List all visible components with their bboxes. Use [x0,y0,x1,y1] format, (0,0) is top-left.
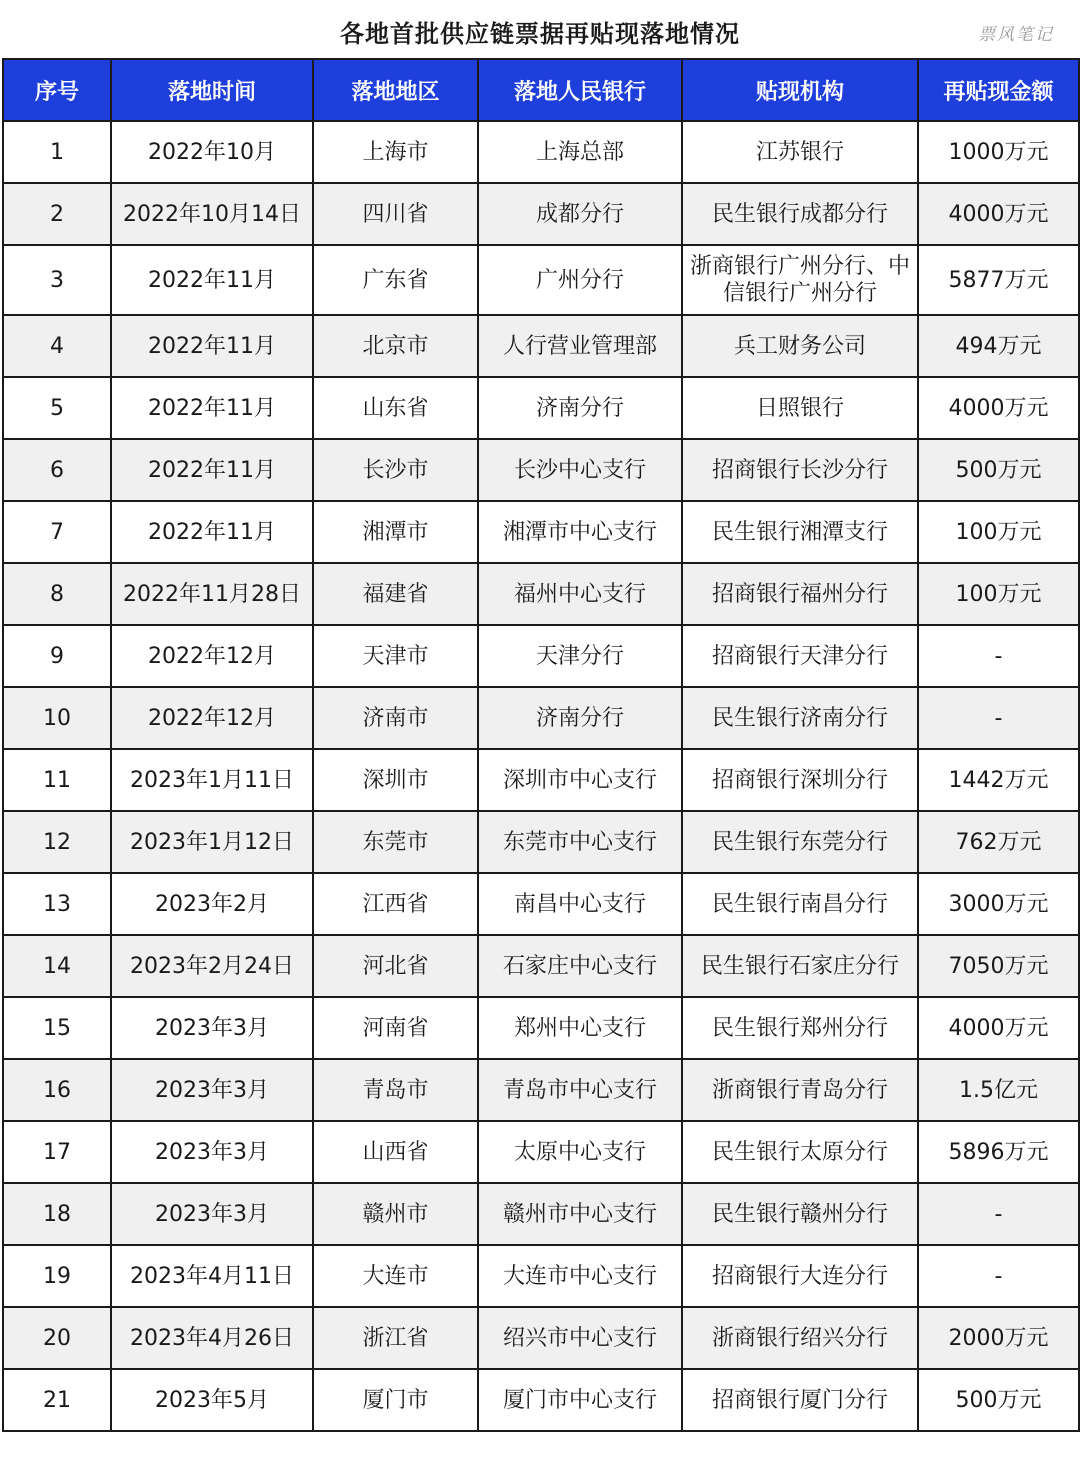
cell-institution: 民生银行济南分行 [682,687,918,749]
cell-amount: - [918,1183,1079,1245]
cell-amount: - [918,625,1079,687]
cell-institution: 浙商银行青岛分行 [682,1059,918,1121]
cell-institution: 招商银行大连分行 [682,1245,918,1307]
cell-no: 15 [3,997,111,1059]
cell-time: 2023年2月 [111,873,313,935]
header-no: 序号 [3,59,111,121]
cell-pboc: 赣州市中心支行 [478,1183,682,1245]
cell-time: 2022年10月14日 [111,183,313,245]
table-row [3,183,1079,245]
cell-no: 20 [3,1307,111,1369]
cell-amount: 500万元 [918,439,1079,501]
cell-pboc: 成都分行 [478,183,682,245]
cell-no: 11 [3,749,111,811]
cell-no: 4 [3,315,111,377]
cell-institution: 招商银行深圳分行 [682,749,918,811]
cell-amount: 5877万元 [918,245,1079,315]
cell-region: 东莞市 [313,811,478,873]
table-row [3,873,1079,935]
cell-region: 青岛市 [313,1059,478,1121]
cell-region: 山西省 [313,1121,478,1183]
cell-time: 2023年3月 [111,1183,313,1245]
cell-region: 北京市 [313,315,478,377]
cell-pboc: 厦门市中心支行 [478,1369,682,1431]
cell-institution: 民生银行赣州分行 [682,1183,918,1245]
cell-institution: 民生银行太原分行 [682,1121,918,1183]
cell-region: 山东省 [313,377,478,439]
cell-institution: 民生银行石家庄分行 [682,935,918,997]
header-institution: 贴现机构 [682,59,918,121]
table-row [3,997,1079,1059]
cell-no: 13 [3,873,111,935]
cell-pboc: 济南分行 [478,377,682,439]
cell-no: 1 [3,121,111,183]
cell-pboc: 南昌中心支行 [478,873,682,935]
cell-region: 湘潭市 [313,501,478,563]
cell-institution: 日照银行 [682,377,918,439]
cell-pboc: 青岛市中心支行 [478,1059,682,1121]
cell-no: 8 [3,563,111,625]
cell-amount: 2000万元 [918,1307,1079,1369]
cell-region: 广东省 [313,245,478,315]
table-row [3,1059,1079,1121]
cell-no: 12 [3,811,111,873]
cell-amount: 1.5亿元 [918,1059,1079,1121]
table-row [3,1183,1079,1245]
table-row [3,1307,1079,1369]
cell-amount: 494万元 [918,315,1079,377]
cell-no: 21 [3,1369,111,1431]
cell-pboc: 湘潭市中心支行 [478,501,682,563]
cell-region: 四川省 [313,183,478,245]
table-row [3,811,1079,873]
cell-institution: 兵工财务公司 [682,315,918,377]
cell-amount: 4000万元 [918,997,1079,1059]
cell-amount: 762万元 [918,811,1079,873]
cell-institution: 江苏银行 [682,121,918,183]
cell-institution: 招商银行天津分行 [682,625,918,687]
cell-pboc: 人行营业管理部 [478,315,682,377]
cell-no: 7 [3,501,111,563]
cell-amount: 500万元 [918,1369,1079,1431]
cell-region: 厦门市 [313,1369,478,1431]
cell-region: 上海市 [313,121,478,183]
cell-amount: 5896万元 [918,1121,1079,1183]
cell-time: 2023年3月 [111,1121,313,1183]
cell-time: 2023年1月12日 [111,811,313,873]
watermark: 票风笔记 [978,25,1054,45]
cell-region: 江西省 [313,873,478,935]
cell-amount: - [918,687,1079,749]
cell-region: 长沙市 [313,439,478,501]
cell-time: 2023年4月26日 [111,1307,313,1369]
cell-pboc: 福州中心支行 [478,563,682,625]
cell-amount: 100万元 [918,501,1079,563]
cell-time: 2022年11月28日 [111,563,313,625]
cell-amount: 7050万元 [918,935,1079,997]
cell-amount: 3000万元 [918,873,1079,935]
cell-time: 2022年12月 [111,625,313,687]
cell-region: 深圳市 [313,749,478,811]
cell-amount: 1442万元 [918,749,1079,811]
table-row [3,1245,1079,1307]
cell-pboc: 济南分行 [478,687,682,749]
cell-region: 福建省 [313,563,478,625]
header-pboc: 落地人民银行 [478,59,682,121]
table-row [3,377,1079,439]
table-row [3,315,1079,377]
cell-pboc: 太原中心支行 [478,1121,682,1183]
table-body [3,121,1079,1431]
cell-institution: 招商银行厦门分行 [682,1369,918,1431]
cell-region: 济南市 [313,687,478,749]
cell-region: 赣州市 [313,1183,478,1245]
page-title: 各地首批供应链票据再贴现落地情况 [340,20,740,48]
cell-no: 2 [3,183,111,245]
cell-institution: 民生银行南昌分行 [682,873,918,935]
cell-pboc: 郑州中心支行 [478,997,682,1059]
cell-region: 河北省 [313,935,478,997]
cell-no: 18 [3,1183,111,1245]
cell-region: 河南省 [313,997,478,1059]
table-row [3,749,1079,811]
cell-pboc: 深圳市中心支行 [478,749,682,811]
cell-no: 17 [3,1121,111,1183]
cell-institution: 民生银行成都分行 [682,183,918,245]
cell-pboc: 绍兴市中心支行 [478,1307,682,1369]
table-row [3,935,1079,997]
cell-time: 2023年3月 [111,997,313,1059]
cell-pboc: 长沙中心支行 [478,439,682,501]
table-row [3,501,1079,563]
table-row [3,625,1079,687]
cell-amount: 1000万元 [918,121,1079,183]
cell-no: 16 [3,1059,111,1121]
cell-pboc: 石家庄中心支行 [478,935,682,997]
table-header-row [3,59,1079,121]
table-row [3,1369,1079,1431]
cell-pboc: 天津分行 [478,625,682,687]
cell-pboc: 大连市中心支行 [478,1245,682,1307]
header-time: 落地时间 [111,59,313,121]
cell-institution: 民生银行郑州分行 [682,997,918,1059]
cell-time: 2022年11月 [111,315,313,377]
cell-pboc: 广州分行 [478,245,682,315]
cell-institution: 浙商银行广州分行、中信银行广州分行 [682,245,918,315]
cell-time: 2022年11月 [111,377,313,439]
cell-region: 天津市 [313,625,478,687]
table-row [3,121,1079,183]
cell-time: 2022年11月 [111,439,313,501]
cell-time: 2022年10月 [111,121,313,183]
header-amount: 再贴现金额 [918,59,1079,121]
cell-time: 2023年3月 [111,1059,313,1121]
cell-institution: 民生银行东莞分行 [682,811,918,873]
cell-time: 2023年1月11日 [111,749,313,811]
table-row [3,245,1079,315]
cell-no: 19 [3,1245,111,1307]
cell-no: 14 [3,935,111,997]
cell-time: 2022年11月 [111,245,313,315]
table-row [3,439,1079,501]
header-region: 落地地区 [313,59,478,121]
cell-region: 大连市 [313,1245,478,1307]
cell-amount: 100万元 [918,563,1079,625]
cell-no: 5 [3,377,111,439]
cell-institution: 招商银行福州分行 [682,563,918,625]
cell-time: 2023年4月11日 [111,1245,313,1307]
cell-amount: 4000万元 [918,183,1079,245]
cell-amount: - [918,1245,1079,1307]
cell-no: 6 [3,439,111,501]
cell-amount: 4000万元 [918,377,1079,439]
cell-institution: 浙商银行绍兴分行 [682,1307,918,1369]
cell-pboc: 上海总部 [478,121,682,183]
cell-institution: 民生银行湘潭支行 [682,501,918,563]
table-row [3,1121,1079,1183]
cell-institution: 招商银行长沙分行 [682,439,918,501]
cell-time: 2022年11月 [111,501,313,563]
table-row [3,563,1079,625]
cell-no: 3 [3,245,111,315]
cell-region: 浙江省 [313,1307,478,1369]
cell-no: 10 [3,687,111,749]
cell-no: 9 [3,625,111,687]
cell-time: 2023年2月24日 [111,935,313,997]
rediscount-table [2,58,1080,1432]
table-row [3,687,1079,749]
cell-time: 2023年5月 [111,1369,313,1431]
cell-pboc: 东莞市中心支行 [478,811,682,873]
cell-time: 2022年12月 [111,687,313,749]
